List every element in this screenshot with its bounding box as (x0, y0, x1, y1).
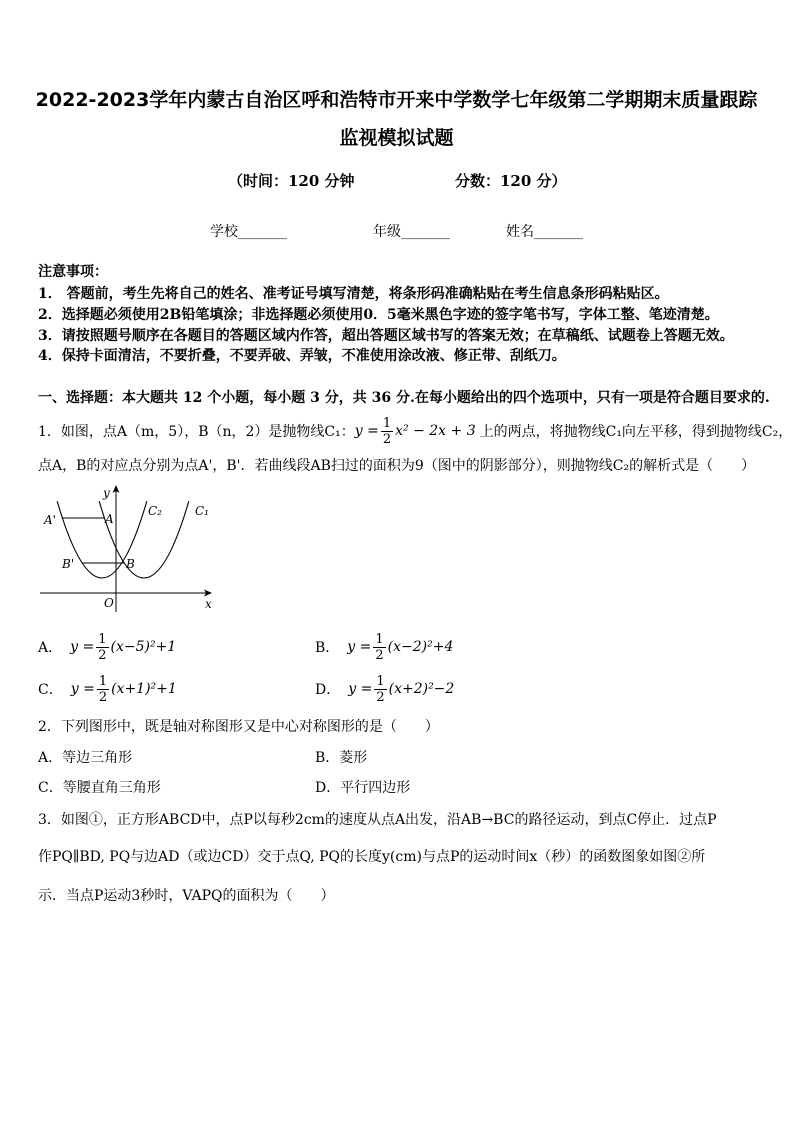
q2-option-c: C．等腰直角三角形 (38, 780, 161, 796)
formula-rhs: (x−2)²+4 (387, 639, 454, 655)
fraction (381, 416, 393, 447)
q1-option-c (38, 669, 177, 709)
q2-option-b: B．菱形 (315, 750, 368, 766)
exam-title-line-2: 监视模拟试题 (339, 127, 454, 149)
school-blank: _______ (238, 224, 287, 240)
option-letter: D． (315, 682, 341, 698)
note-item: 2．选择题必须使用2B铅笔填涂；非选择题必须使用0．5毫米黑色字迹的签字笔书写，字体工整、笔迹清楚。 (38, 307, 719, 323)
fraction-denominator: 2 (98, 689, 108, 705)
formula-rhs: (x+1)²+1 (111, 681, 177, 697)
curve-c1-label: C₁ (195, 504, 209, 518)
q2-option-a: A．等边三角形 (38, 750, 133, 766)
formula-rhs: (x−5)²+1 (110, 639, 177, 655)
fraction (97, 674, 109, 705)
fraction-denominator: 2 (375, 647, 384, 663)
q3-stem-line-1: 3．如图①，正方形ABCD中，点P以每秒2cm的速度从点A出发，沿AB→BC的路径运动，到点C停止．过点P (38, 812, 717, 828)
fraction (373, 632, 385, 663)
name-label: 姓名 (506, 224, 534, 240)
point-b-label: B (126, 557, 135, 571)
point-b-prime-label: B' (62, 557, 75, 571)
note-item: 3．请按照题号顺序在各题目的答题区域内作答，超出答题区域书写的答案无效；在草稿纸、试题卷上答题无效。 (38, 328, 734, 344)
option-letter: C． (38, 682, 63, 698)
name-blank: _______ (534, 224, 583, 240)
formula-lhs: y = (348, 681, 373, 697)
q2-stem: 2．下列图形中，既是轴对称图形又是中心对称图形的是（ ） (38, 719, 439, 735)
grade-field (373, 222, 450, 242)
y-axis-label: y (103, 486, 110, 500)
school-field (210, 222, 287, 242)
point-a-prime-label: A' (44, 513, 56, 527)
q2-option-d: D．平行四边形 (315, 780, 411, 796)
q3-stem-line-2: 作PQ∥BD, PQ与边AD（或边CD）交于点Q, PQ的长度y(cm)与点P的运动时间x（秒）的函数图象如图②所 (38, 849, 706, 865)
q1-option-d (315, 669, 454, 709)
grade-label: 年级 (373, 224, 401, 240)
origin-label: O (104, 596, 114, 610)
fraction-numerator: 1 (98, 673, 108, 689)
fraction-numerator: 1 (98, 631, 107, 647)
q1-stem-line-1 (38, 411, 792, 451)
fraction-numerator: 1 (375, 631, 384, 647)
q1-stem-line-2: 点A，B的对应点分别为点A'，B'．若曲线段AB扫过的面积为9（图中的阴影部分），则抛物线C₂的解析式是（ ） (38, 458, 756, 474)
option-letter: B． (315, 640, 340, 656)
x-axis-label: x (205, 597, 212, 611)
formula-lhs: y = (354, 423, 379, 439)
point-a-label: A (105, 512, 114, 526)
q1-stem-post: 上的两点，将抛物线C₁向左平移，得到抛物线C₂， (479, 424, 793, 440)
option-letter: A． (38, 640, 63, 656)
q1-stem-pre: 1．如图，点A（m，5），B（n，2）是抛物线C₁： (38, 424, 355, 440)
exam-time: （时间：120 分钟 (228, 172, 355, 190)
formula-rhs: x² − 2x + 3 (395, 423, 476, 439)
fraction (374, 674, 386, 705)
note-item: 4．保持卡面清洁，不要折叠，不要弄破、弄皱，不准使用涂改液、修正带、刮纸刀。 (38, 348, 566, 364)
formula-rhs: (x+2)²−2 (388, 681, 455, 697)
school-label: 学校 (210, 224, 238, 240)
grade-blank: _______ (401, 224, 450, 240)
exam-title-line-1: 2022-2023学年内蒙古自治区呼和浩特市开来中学数学七年级第二学期期末质量跟踪 (35, 89, 758, 111)
fraction-numerator: 1 (376, 673, 385, 689)
name-field (506, 222, 583, 242)
formula-lhs: y = (70, 639, 95, 655)
formula-lhs: y = (347, 639, 372, 655)
note-item: 1． 答题前，考生先将自己的姓名、准考证号填写清楚，将条形码准确粘贴在考生信息条形码粘贴区。 (38, 286, 669, 302)
section-heading: 一、选择题：本大题共 12 个小题，每小题 3 分，共 36 分.在每小题给出的四个选项中，只有一项是符合题目要求的. (38, 390, 770, 406)
q1-option-a (38, 627, 176, 667)
fraction-numerator: 1 (382, 415, 392, 431)
curve-c2-label: C₂ (148, 504, 162, 518)
fraction-denominator: 2 (98, 647, 107, 663)
q3-stem-line-3: 示．当点P运动3秒时，VAPQ的面积为（ ） (38, 888, 335, 904)
notes-heading: 注意事项： (38, 264, 108, 280)
fraction-denominator: 2 (382, 431, 392, 447)
q1-parabola-figure (36, 482, 220, 614)
fraction-denominator: 2 (376, 689, 385, 705)
q1-option-b (315, 627, 453, 667)
fraction (96, 632, 108, 663)
formula-lhs: y = (70, 681, 95, 697)
exam-score: 分数：120 分） (455, 172, 567, 190)
